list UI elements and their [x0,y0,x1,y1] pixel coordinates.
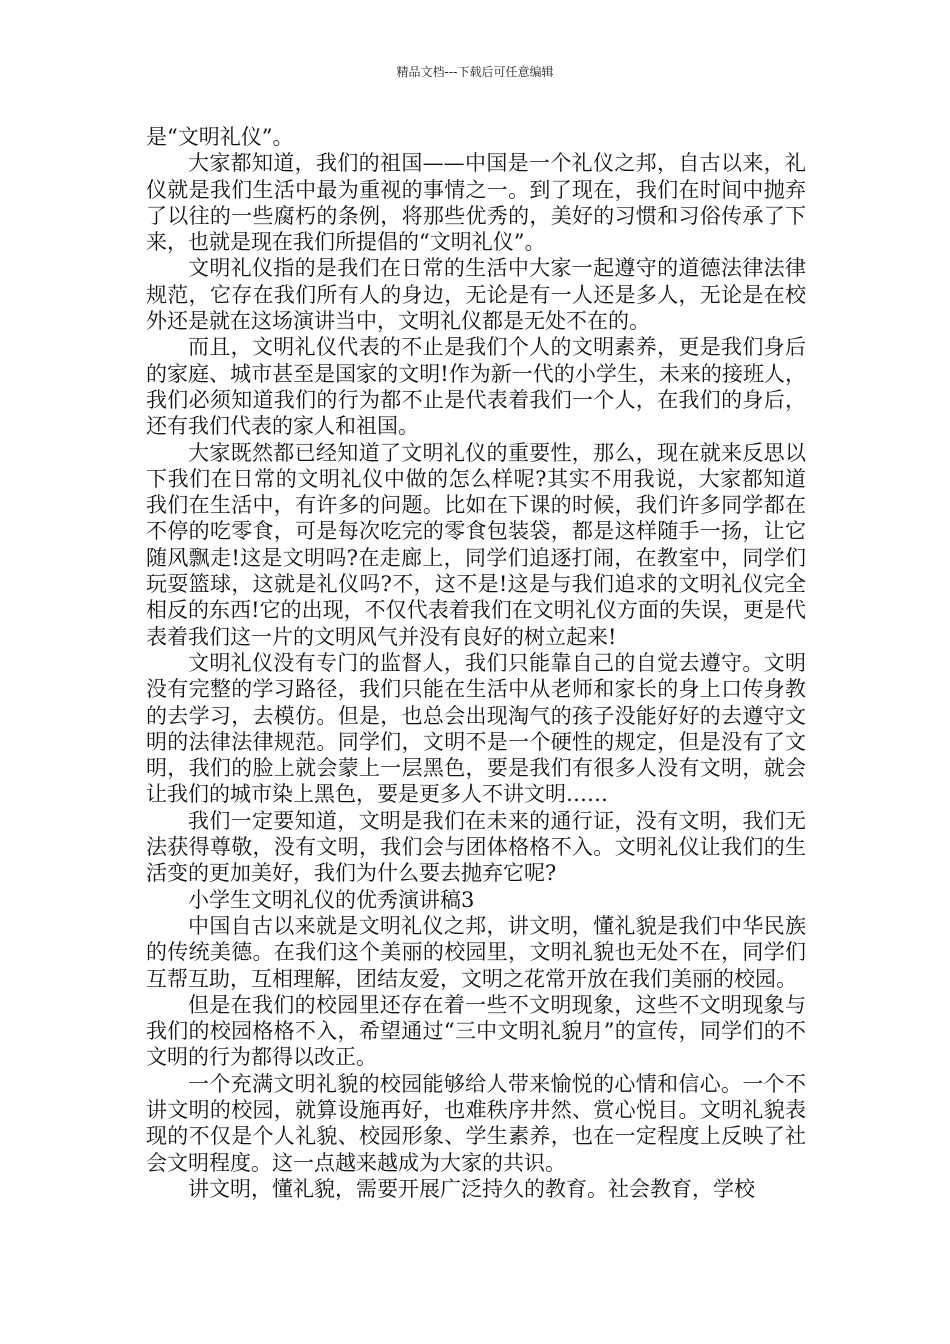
section-title: 小学生文明礼仪的优秀演讲稿3 [188,887,475,912]
paragraph: 我们一定要知道，文明是我们在未来的通行证，没有文明，我们无法获得尊敬，没有文明，我们会与团体格格不入。文明礼仪让我们的生活变的更加美好，我们为什么要去抛弃它呢? [146,808,806,886]
paragraph: 文明礼仪指的是我们在日常的生活中大家一起遵守的道德法律法律规范，它存在我们所有人的身边，无论是有一人还是多人，无论是在校外还是就在这场演讲当中，文明礼仪都是无处不在的。 [146,256,806,334]
paragraph: 大家都知道，我们的祖国——中国是一个礼仪之邦，自古以来，礼仪就是我们生活中最为重视的事情之一。到了现在，我们在时间中抛弃了以往的一些腐朽的条例，将那些优秀的，美好的习惯和习俗传承了下来，也就是现在我们所提倡的“文明礼仪”。 [146,151,806,255]
paragraph: 文明礼仪没有专门的监督人，我们只能靠自己的自觉去遵守。文明没有完整的学习路径，我们只能在生活中从老师和家长的身上口传身教的去学习，去模仿。但是，也总会出现淘气的孩子没能好好的去遵守文明的法律法律规范。同学们，文明不是一个硬性的规定，但是没有了文明，我们的脸上就会蒙上一层黑色，要是我们有很多人没有文明，就会让我们的城市染上黑色，要是更多人不讲文明…… [146,650,806,807]
paragraph: 中国自古以来就是文明礼仪之邦，讲文明，懂礼貌是我们中华民族的传统美德。在我们这个美丽的校园里，文明礼貌也无处不在，同学们互帮互助，互相理解，团结友爱，文明之花常开放在我们美丽的校园。 [146,913,806,991]
paragraph: 一个充满文明礼貌的校园能够给人带来愉悦的心情和信心。一个不讲文明的校园，就算设施再好，也难秩序井然、赏心悦目。文明礼貌表现的不仅是个人礼貌、校园形象、学生素养，也在一定程度上反映了社会文明程度。这一点越来越成为大家的共识。 [146,1071,806,1175]
paragraph: 但是在我们的校园里还存在着一些不文明现象，这些不文明现象与我们的校园格格不入，希望通过“三中文明礼貌月”的宣传，同学们的不文明的行为都得以改正。 [146,992,806,1070]
paragraph: 讲文明，懂礼貌，需要开展广泛持久的教育。社会教育，学校 [188,1176,755,1201]
page-header: 精品文档---下载后可任意编辑 [396,65,554,79]
paragraph: 而且，文明礼仪代表的不止是我们个人的文明素养，更是我们身后的家庭、城市甚至是国家的文明!作为新一代的小学生，未来的接班人，我们必须知道我们的行为都不止是代表着我们一个人，在我们的身后，还有我们代表的家人和祖国。 [146,335,806,439]
paragraph: 大家既然都已经知道了文明礼仪的重要性，那么，现在就来反思以下我们在日常的文明礼仪中做的怎么样呢?其实不用我说，大家都知道我们在生活中，有许多的问题。比如在下课的时候，我们许多同学都在不停的吃零食，可是每次吃完的零食包装袋，都是这样随手一扬，让它随风飘走!这是文明吗?在走廊上，同学们追逐打闹，在教室中，同学们玩耍篮球，这就是礼仪吗?不，这不是!这是与我们追求的文明礼仪完全相反的东西!它的出现，不仅代表着我们在文明礼仪方面的失误，更是代表着我们这一片的文明风气并没有良好的树立起来! [146,440,806,649]
document-body [146,124,806,1202]
paragraph-continuation: 是“文明礼仪”。 [146,125,294,149]
